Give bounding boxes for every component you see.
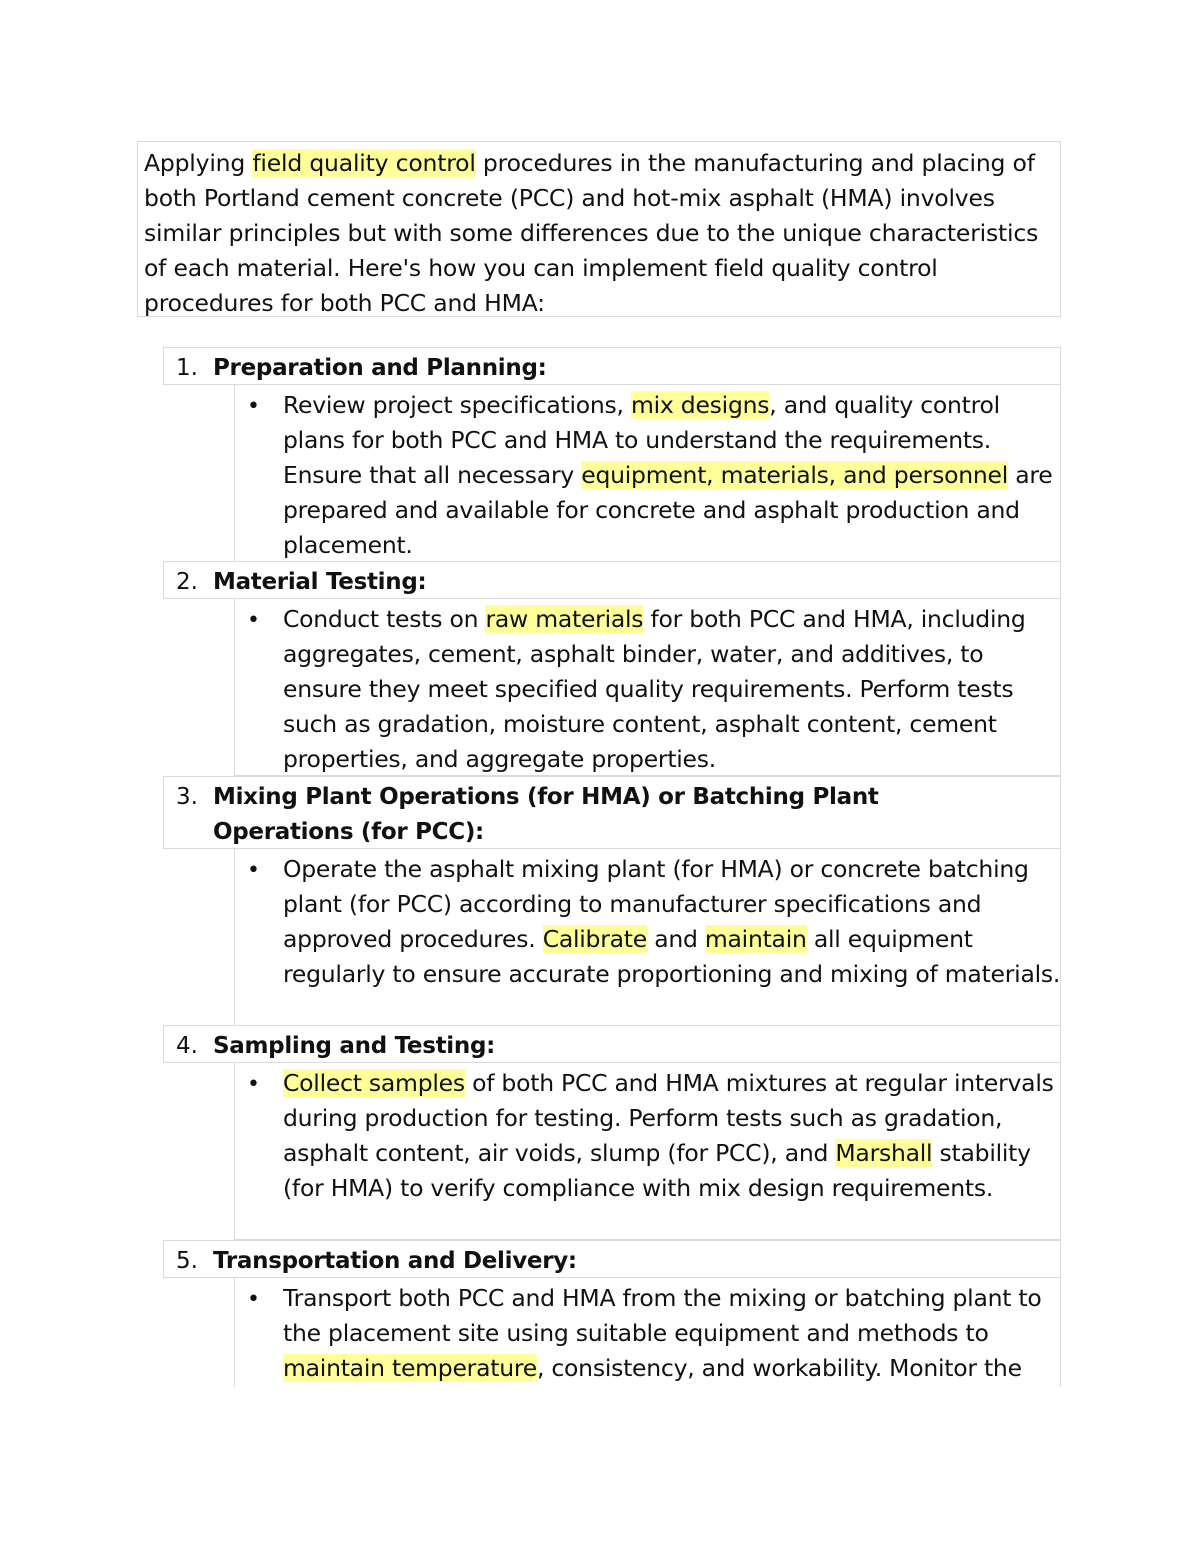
text-run: Conduct tests on [283, 605, 486, 633]
highlight-calibrate: Calibrate [542, 925, 647, 953]
step-3-heading-row [163, 776, 1061, 849]
step-2-heading-row [163, 561, 1061, 599]
step-title: Mixing Plant Operations (for HMA) or Batching Plant Operations (for PCC): [213, 784, 879, 845]
step-number: 1. [176, 355, 198, 381]
step-number: 5. [176, 1248, 198, 1274]
highlight-mix-designs: mix designs [631, 391, 770, 419]
step-number: 3. [176, 784, 198, 810]
highlight-raw-materials: raw materials [485, 605, 644, 633]
step-5-body-row [234, 1277, 1061, 1387]
intro-text-continued: procedures in the manufacturing and placing of both Portland cement concrete (PCC) and hot-mix asphalt (HMA) involves similar principles but with some differences due to the unique characteristics of each material. Here's how you can implement field quality control procedures for both PCC and HMA: [144, 149, 1039, 317]
step-2-body-row [234, 598, 1061, 776]
step-5-description [283, 1281, 1063, 1386]
step-title: Transportation and Delivery: [213, 1248, 577, 1274]
highlight-collect-samples: Collect samples [283, 1069, 465, 1097]
highlight-marshall: Marshall [835, 1139, 933, 1167]
step-4-heading-row [163, 1025, 1061, 1063]
bullet-icon: • [247, 858, 260, 883]
text-run: and [646, 925, 705, 953]
text-run: for both PCC and HMA, including aggregates, cement, asphalt binder, water, and additives, to ensure they meet specified quality requirements. Perform tests such as gradation, moisture content, asphalt content, cement properties, and aggregate properties. [283, 605, 1026, 773]
step-1-description [283, 388, 1063, 563]
step-4-description [283, 1066, 1063, 1206]
highlight-equipment-materials-personnel: equipment, materials, and personnel [581, 461, 1008, 489]
text-run: , consistency, and workability. Monitor the [536, 1354, 1022, 1382]
highlight-field-quality-control: field quality control [252, 149, 476, 177]
step-title: Preparation and Planning: [213, 355, 547, 381]
step-title: Sampling and Testing: [213, 1033, 496, 1059]
step-title: Material Testing: [213, 569, 427, 595]
text-run: of both PCC and HMA mixtures at regular intervals during production for testing. Perform tests such as gradation, asphalt content, air voids, slump (for PCC), and [283, 1069, 1054, 1167]
step-1-body-row [234, 384, 1061, 562]
intro-paragraph [137, 141, 1061, 317]
step-4-body-row [234, 1062, 1061, 1240]
text-run: Operate the asphalt mixing plant (for HMA) or concrete batching plant (for PCC) according to manufacturer specifications and approved procedures. [283, 855, 1029, 953]
highlight-maintain: maintain [704, 925, 807, 953]
text-run: Transport both PCC and HMA from the mixing or batching plant to the placement site using suitable equipment and methods to [283, 1284, 1042, 1347]
step-1-heading-row [163, 347, 1061, 385]
step-5-heading-row [163, 1240, 1061, 1278]
step-3-body-row [234, 848, 1061, 1026]
step-3-description [283, 852, 1063, 992]
highlight-maintain-temperature: maintain temperature [283, 1354, 537, 1382]
bullet-icon: • [247, 1072, 260, 1097]
text-run: stability (for HMA) to verify compliance with mix design requirements. [283, 1139, 1031, 1202]
bullet-icon: • [247, 608, 260, 633]
step-number: 4. [176, 1033, 198, 1059]
bullet-icon: • [247, 1287, 260, 1312]
step-2-description [283, 602, 1063, 777]
text-run: are prepared and available for concrete and asphalt production and placement. [283, 461, 1053, 559]
text-run: all equipment regularly to ensure accurate proportioning and mixing of materials. [283, 925, 1061, 988]
text-run: Review project specifications, [283, 391, 631, 419]
step-number: 2. [176, 569, 198, 595]
bullet-icon: • [247, 394, 260, 419]
intro-text: Applying [144, 149, 253, 177]
text-run: , and quality control plans for both PCC and HMA to understand the requirements. Ensure that all necessary [283, 391, 1000, 489]
